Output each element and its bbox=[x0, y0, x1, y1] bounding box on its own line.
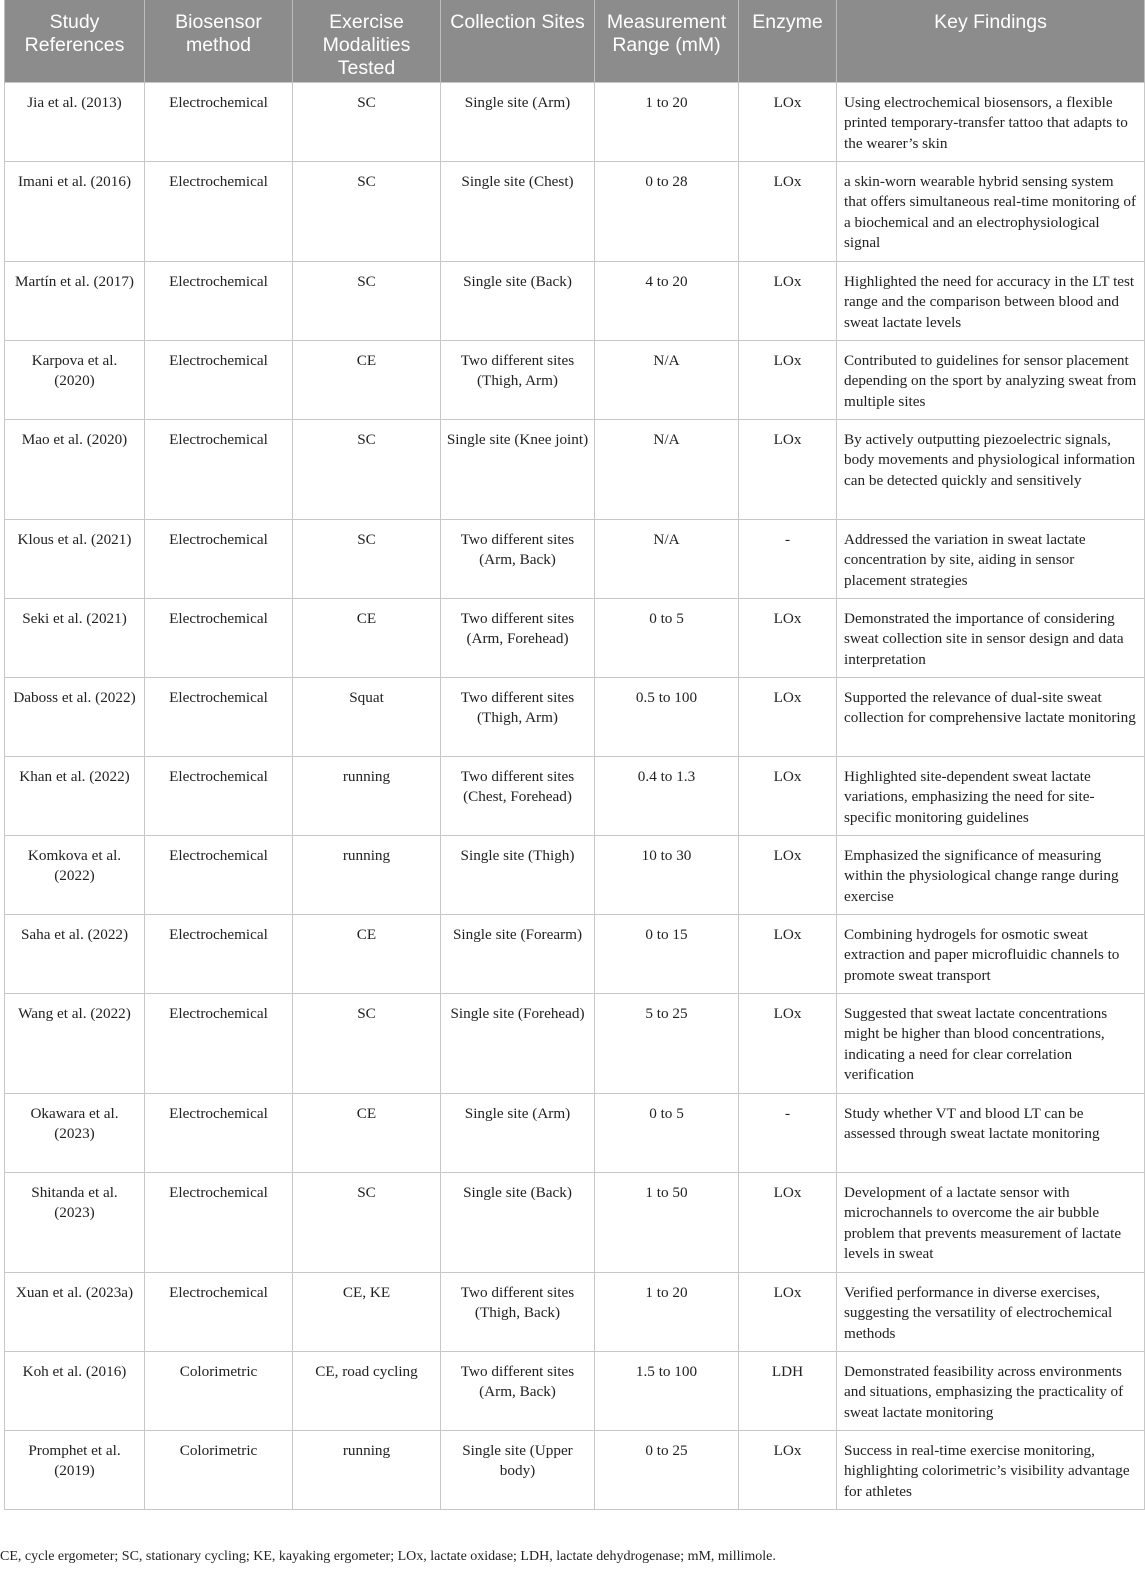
table-row bbox=[5, 1172, 1145, 1272]
study-reference-cell: Jia et al. (2013) bbox=[5, 82, 145, 161]
measurement-range-cell: 1 to 20 bbox=[595, 1272, 739, 1351]
table-row bbox=[5, 835, 1145, 914]
table-row bbox=[5, 419, 1145, 519]
measurement-range-cell: 0.4 to 1.3 bbox=[595, 756, 739, 835]
biosensor-method-cell: Electrochemical bbox=[145, 161, 293, 261]
measurement-range-cell: N/A bbox=[595, 519, 739, 598]
collection-site-cell: Single site (Arm) bbox=[441, 1093, 595, 1172]
collection-site-cell: Single site (Knee joint) bbox=[441, 419, 595, 519]
exercise-modality-cell: CE, road cycling bbox=[293, 1351, 441, 1430]
table-row bbox=[5, 677, 1145, 756]
biosensor-method-cell: Electrochemical bbox=[145, 993, 293, 1093]
exercise-modality-cell: CE, KE bbox=[293, 1272, 441, 1351]
biosensor-method-cell: Electrochemical bbox=[145, 914, 293, 993]
enzyme-cell: LOx bbox=[739, 1272, 837, 1351]
key-findings-cell: By actively outputting piezoelectric signals, body movements and physiological information can be detected quickly and sensitively bbox=[837, 419, 1145, 519]
enzyme-cell: - bbox=[739, 519, 837, 598]
key-findings-cell: Study whether VT and blood LT can be assessed through sweat lactate monitoring bbox=[837, 1093, 1145, 1172]
key-findings-cell: a skin-worn wearable hybrid sensing system that offers simultaneous real-time monitoring of a biochemical and an electrophysiological signal bbox=[837, 161, 1145, 261]
enzyme-cell: LOx bbox=[739, 261, 837, 340]
collection-site-cell: Two different sites (Arm, Back) bbox=[441, 1351, 595, 1430]
key-findings-cell: Verified performance in diverse exercises, suggesting the versatility of electrochemical methods bbox=[837, 1272, 1145, 1351]
exercise-modality-cell: running bbox=[293, 835, 441, 914]
exercise-modality-cell: SC bbox=[293, 161, 441, 261]
exercise-modality-cell: SC bbox=[293, 519, 441, 598]
header-exercise-modalities: Exercise Modalities Tested bbox=[293, 0, 441, 82]
exercise-modality-cell: CE bbox=[293, 914, 441, 993]
exercise-modality-cell: SC bbox=[293, 82, 441, 161]
table-row bbox=[5, 82, 1145, 161]
enzyme-cell: LOx bbox=[739, 1172, 837, 1272]
header-enzyme: Enzyme bbox=[739, 0, 837, 82]
enzyme-cell: LOx bbox=[739, 598, 837, 677]
biosensor-method-cell: Electrochemical bbox=[145, 340, 293, 419]
biosensor-method-cell: Colorimetric bbox=[145, 1351, 293, 1430]
key-findings-cell: Contributed to guidelines for sensor placement depending on the sport by analyzing sweat from multiple sites bbox=[837, 340, 1145, 419]
study-reference-cell: Shitanda et al. (2023) bbox=[5, 1172, 145, 1272]
key-findings-cell: Emphasized the significance of measuring within the physiological change range during exercise bbox=[837, 835, 1145, 914]
table-header-row bbox=[5, 0, 1145, 82]
biosensor-method-cell: Electrochemical bbox=[145, 82, 293, 161]
biosensor-method-cell: Electrochemical bbox=[145, 419, 293, 519]
exercise-modality-cell: SC bbox=[293, 1172, 441, 1272]
key-findings-cell: Highlighted the need for accuracy in the LT test range and the comparison between blood and sweat lactate levels bbox=[837, 261, 1145, 340]
biosensor-method-cell: Electrochemical bbox=[145, 835, 293, 914]
table-row bbox=[5, 1272, 1145, 1351]
biosensor-method-cell: Electrochemical bbox=[145, 519, 293, 598]
collection-site-cell: Two different sites (Arm, Forehead) bbox=[441, 598, 595, 677]
exercise-modality-cell: SC bbox=[293, 419, 441, 519]
collection-site-cell: Two different sites (Thigh, Arm) bbox=[441, 677, 595, 756]
exercise-modality-cell: running bbox=[293, 1430, 441, 1509]
exercise-modality-cell: CE bbox=[293, 1093, 441, 1172]
study-reference-cell: Klous et al. (2021) bbox=[5, 519, 145, 598]
collection-site-cell: Two different sites (Arm, Back) bbox=[441, 519, 595, 598]
table-row bbox=[5, 261, 1145, 340]
biosensor-method-cell: Electrochemical bbox=[145, 756, 293, 835]
collection-site-cell: Single site (Forehead) bbox=[441, 993, 595, 1093]
study-table bbox=[4, 0, 1145, 1510]
key-findings-cell: Suggested that sweat lactate concentrations might be higher than blood concentrations, indicating a need for clear correlation verification bbox=[837, 993, 1145, 1093]
table-row bbox=[5, 914, 1145, 993]
enzyme-cell: LOx bbox=[739, 161, 837, 261]
header-collection-sites: Collection Sites bbox=[441, 0, 595, 82]
study-reference-cell: Imani et al. (2016) bbox=[5, 161, 145, 261]
collection-site-cell: Two different sites (Thigh, Back) bbox=[441, 1272, 595, 1351]
biosensor-method-cell: Electrochemical bbox=[145, 1272, 293, 1351]
study-reference-cell: Saha et al. (2022) bbox=[5, 914, 145, 993]
measurement-range-cell: 5 to 25 bbox=[595, 993, 739, 1093]
exercise-modality-cell: running bbox=[293, 756, 441, 835]
key-findings-cell: Highlighted site-dependent sweat lactate variations, emphasizing the need for site-specific monitoring guidelines bbox=[837, 756, 1145, 835]
key-findings-cell: Success in real-time exercise monitoring, highlighting colorimetric’s visibility advantage for athletes bbox=[837, 1430, 1145, 1509]
enzyme-cell: LOx bbox=[739, 914, 837, 993]
table-row bbox=[5, 756, 1145, 835]
header-key-findings: Key Findings bbox=[837, 0, 1145, 82]
biosensor-method-cell: Electrochemical bbox=[145, 1172, 293, 1272]
biosensor-method-cell: Colorimetric bbox=[145, 1430, 293, 1509]
header-study-references: Study References bbox=[5, 0, 145, 82]
biosensor-method-cell: Electrochemical bbox=[145, 677, 293, 756]
study-reference-cell: Koh et al. (2016) bbox=[5, 1351, 145, 1430]
study-reference-cell: Khan et al. (2022) bbox=[5, 756, 145, 835]
table-row bbox=[5, 993, 1145, 1093]
table-row bbox=[5, 519, 1145, 598]
measurement-range-cell: 1 to 20 bbox=[595, 82, 739, 161]
table-row bbox=[5, 1351, 1145, 1430]
exercise-modality-cell: Squat bbox=[293, 677, 441, 756]
exercise-modality-cell: CE bbox=[293, 340, 441, 419]
study-reference-cell: Komkova et al. (2022) bbox=[5, 835, 145, 914]
enzyme-cell: LOx bbox=[739, 1430, 837, 1509]
measurement-range-cell: N/A bbox=[595, 340, 739, 419]
measurement-range-cell: 0 to 15 bbox=[595, 914, 739, 993]
collection-site-cell: Single site (Back) bbox=[441, 1172, 595, 1272]
collection-site-cell: Single site (Back) bbox=[441, 261, 595, 340]
study-reference-cell: Promphet et al. (2019) bbox=[5, 1430, 145, 1509]
collection-site-cell: Single site (Arm) bbox=[441, 82, 595, 161]
table-container bbox=[4, 0, 1144, 1510]
measurement-range-cell: 0.5 to 100 bbox=[595, 677, 739, 756]
study-reference-cell: Xuan et al. (2023a) bbox=[5, 1272, 145, 1351]
enzyme-cell: LOx bbox=[739, 419, 837, 519]
enzyme-cell: - bbox=[739, 1093, 837, 1172]
study-reference-cell: Daboss et al. (2022) bbox=[5, 677, 145, 756]
enzyme-cell: LOx bbox=[739, 993, 837, 1093]
enzyme-cell: LDH bbox=[739, 1351, 837, 1430]
measurement-range-cell: 0 to 28 bbox=[595, 161, 739, 261]
collection-site-cell: Two different sites (Thigh, Arm) bbox=[441, 340, 595, 419]
key-findings-cell: Development of a lactate sensor with microchannels to overcome the air bubble problem that prevents measurement of lactate levels in sweat bbox=[837, 1172, 1145, 1272]
measurement-range-cell: 0 to 5 bbox=[595, 1093, 739, 1172]
collection-site-cell: Single site (Thigh) bbox=[441, 835, 595, 914]
enzyme-cell: LOx bbox=[739, 82, 837, 161]
table-footnote: CE, cycle ergometer; SC, stationary cycling; KE, kayaking ergometer; LOx, lactate oxidase; LDH, lactate dehydrogenase; mM, millimole. bbox=[0, 1549, 776, 1564]
measurement-range-cell: N/A bbox=[595, 419, 739, 519]
table-body bbox=[5, 82, 1145, 1509]
key-findings-cell: Demonstrated the importance of considering sweat collection site in sensor design and data interpretation bbox=[837, 598, 1145, 677]
enzyme-cell: LOx bbox=[739, 677, 837, 756]
enzyme-cell: LOx bbox=[739, 835, 837, 914]
study-reference-cell: Seki et al. (2021) bbox=[5, 598, 145, 677]
study-reference-cell: Mao et al. (2020) bbox=[5, 419, 145, 519]
enzyme-cell: LOx bbox=[739, 340, 837, 419]
table-row bbox=[5, 1430, 1145, 1509]
measurement-range-cell: 0 to 5 bbox=[595, 598, 739, 677]
collection-site-cell: Single site (Forearm) bbox=[441, 914, 595, 993]
study-reference-cell: Martín et al. (2017) bbox=[5, 261, 145, 340]
exercise-modality-cell: SC bbox=[293, 993, 441, 1093]
table-row bbox=[5, 161, 1145, 261]
collection-site-cell: Single site (Chest) bbox=[441, 161, 595, 261]
key-findings-cell: Demonstrated feasibility across environments and situations, emphasizing the practicality of sweat lactate monitoring bbox=[837, 1351, 1145, 1430]
biosensor-method-cell: Electrochemical bbox=[145, 1093, 293, 1172]
collection-site-cell: Single site (Upper body) bbox=[441, 1430, 595, 1509]
study-reference-cell: Wang et al. (2022) bbox=[5, 993, 145, 1093]
exercise-modality-cell: SC bbox=[293, 261, 441, 340]
biosensor-method-cell: Electrochemical bbox=[145, 261, 293, 340]
table-row bbox=[5, 598, 1145, 677]
key-findings-cell: Using electrochemical biosensors, a flexible printed temporary-transfer tattoo that adapts to the wearer’s skin bbox=[837, 82, 1145, 161]
measurement-range-cell: 10 to 30 bbox=[595, 835, 739, 914]
measurement-range-cell: 4 to 20 bbox=[595, 261, 739, 340]
key-findings-cell: Supported the relevance of dual-site sweat collection for comprehensive lactate monitoring bbox=[837, 677, 1145, 756]
enzyme-cell: LOx bbox=[739, 756, 837, 835]
header-measurement-range: Measurement Range (mM) bbox=[595, 0, 739, 82]
collection-site-cell: Two different sites (Chest, Forehead) bbox=[441, 756, 595, 835]
study-reference-cell: Okawara et al. (2023) bbox=[5, 1093, 145, 1172]
table-row bbox=[5, 340, 1145, 419]
header-biosensor-method: Biosensor method bbox=[145, 0, 293, 82]
table-row bbox=[5, 1093, 1145, 1172]
exercise-modality-cell: CE bbox=[293, 598, 441, 677]
measurement-range-cell: 1.5 to 100 bbox=[595, 1351, 739, 1430]
key-findings-cell: Addressed the variation in sweat lactate concentration by site, aiding in sensor placement strategies bbox=[837, 519, 1145, 598]
key-findings-cell: Combining hydrogels for osmotic sweat extraction and paper microfluidic channels to promote sweat transport bbox=[837, 914, 1145, 993]
measurement-range-cell: 1 to 50 bbox=[595, 1172, 739, 1272]
study-reference-cell: Karpova et al. (2020) bbox=[5, 340, 145, 419]
measurement-range-cell: 0 to 25 bbox=[595, 1430, 739, 1509]
biosensor-method-cell: Electrochemical bbox=[145, 598, 293, 677]
